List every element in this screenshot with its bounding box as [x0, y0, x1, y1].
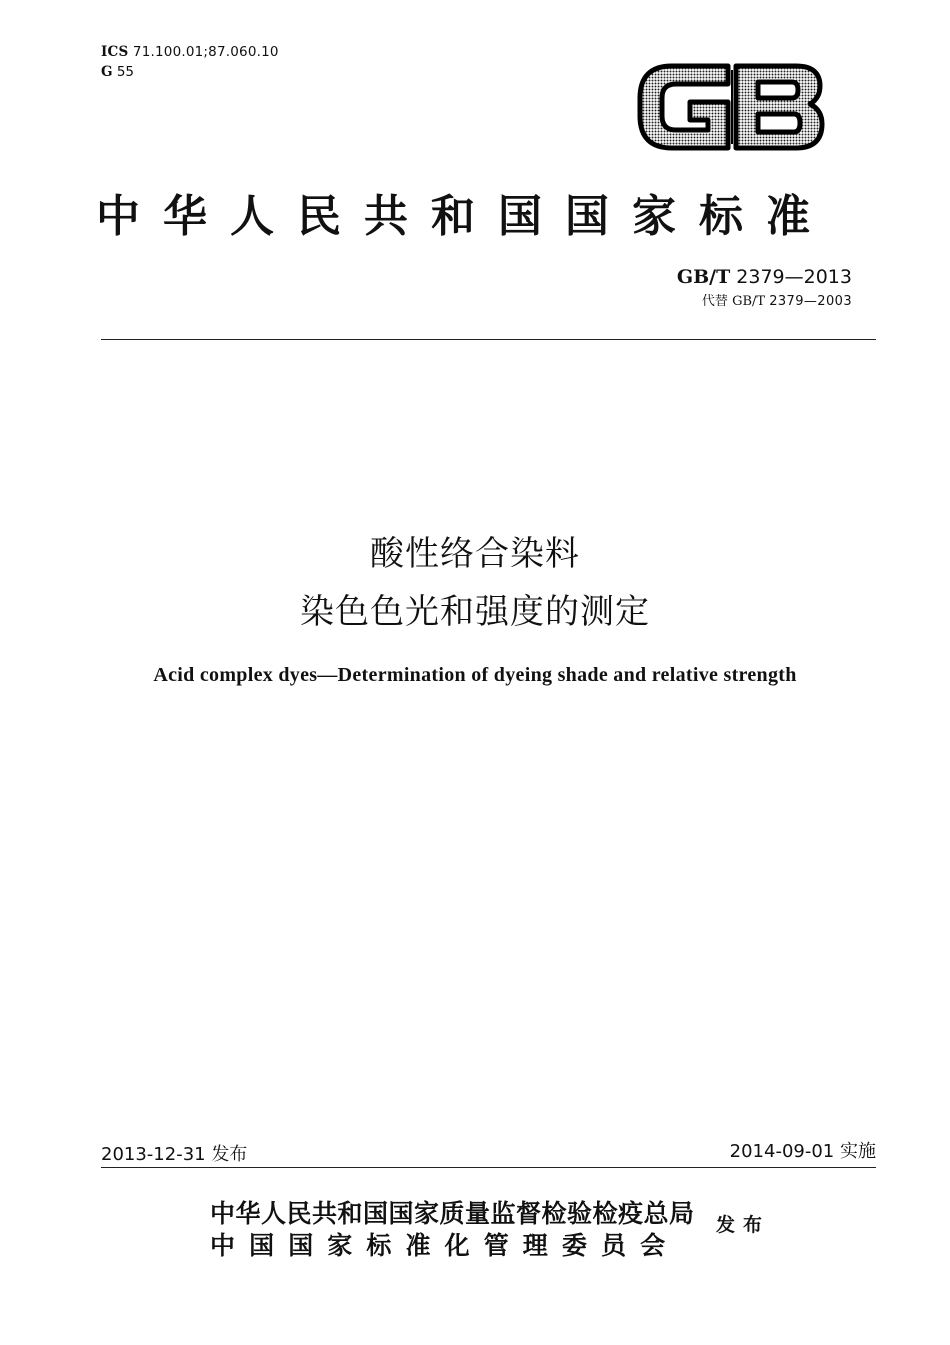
standard-number — [677, 266, 852, 288]
issue-date: 2013-12-31 发布 — [101, 1144, 248, 1165]
national-standard-heading: 中华人民共和国国家标准 — [96, 191, 833, 242]
ics-code — [101, 44, 279, 60]
ccs-code — [101, 64, 134, 80]
ccs-label: G — [101, 64, 113, 80]
ics-value: 71.100.01;87.060.10 — [132, 44, 279, 60]
ics-label: ICS — [101, 44, 129, 60]
title-english: Acid complex dyes—Determination of dyeing shade and relative strength — [153, 664, 797, 686]
logo-letter-b — [736, 66, 822, 148]
logo-letter-g — [640, 66, 728, 148]
ccs-value: 55 — [116, 64, 135, 80]
bottom-divider — [101, 1167, 876, 1168]
gb-logo — [636, 58, 826, 156]
replaces-number: 2379—2003 — [769, 294, 852, 309]
top-divider — [101, 339, 876, 340]
replaces-label: 代替 — [701, 294, 728, 309]
publish-label: 发布 — [716, 1214, 771, 1236]
replaces-code: GB/T — [732, 294, 766, 309]
title-chinese-line2: 染色色光和强度的测定 — [300, 592, 650, 632]
implementation-date: 2014-09-01 实施 — [729, 1141, 876, 1162]
standard-number-value: 2379—2013 — [736, 266, 852, 288]
issuer-sac: 中国国家标准化管理委员会 — [210, 1231, 680, 1260]
title-chinese-line1: 酸性络合染料 — [370, 534, 580, 574]
standard-code: GB/T — [676, 266, 731, 288]
replaces-standard — [702, 290, 852, 309]
issuer-aqsiq: 中华人民共和国国家质量监督检验检疫总局 — [210, 1199, 695, 1228]
